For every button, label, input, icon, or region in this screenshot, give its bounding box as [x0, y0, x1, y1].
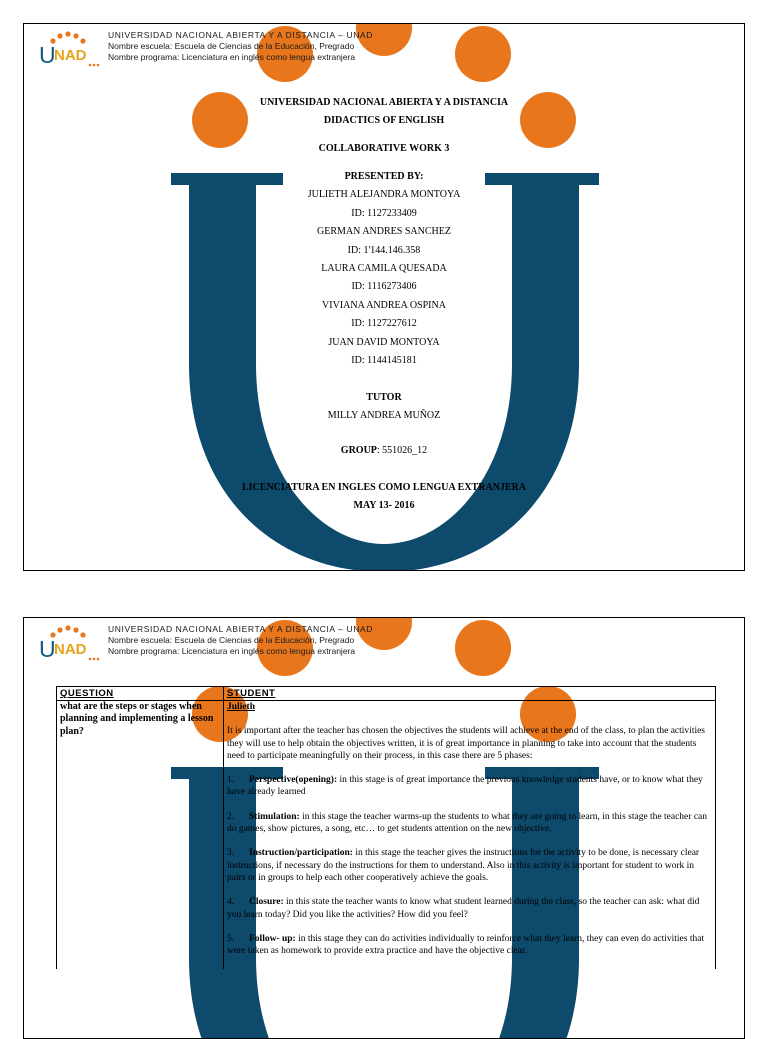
question-cell: what are the steps or stages when planning and implementing a lesson plan? [57, 701, 224, 970]
student-name: LAURA CAMILA QUESADA [321, 263, 447, 275]
student-name: Julieth [227, 702, 255, 712]
phase-title: Instruction/participation: [249, 848, 353, 859]
cover-course: DIDACTICS OF ENGLISH [323, 115, 445, 127]
watermark-dot [455, 26, 511, 82]
cover-date: MAY 13- 2016 [353, 500, 415, 512]
student-id: ID: 1127233409 [351, 207, 417, 219]
cover-page [23, 23, 745, 571]
phase-item: 1. Perspective(opening): in this stage is of great importance the previous knowledge students have, or to know what they have already learned [227, 775, 703, 798]
phase-title: Perspective(opening): [249, 775, 338, 786]
table-row [57, 701, 716, 970]
watermark-dot [455, 620, 511, 676]
phase-title: Follow- up: [249, 933, 296, 944]
cover-work: COLLABORATIVE WORK 3 [318, 143, 450, 155]
phase-text: in this state the teacher wants to know what student learned during the class, so the teacher can ask: what did you learn today? Did you like the activities? How did you feel? [227, 897, 700, 920]
student-id: ID: 1'144.146.358 [347, 244, 421, 256]
student-id: ID: 1144145181 [351, 355, 417, 367]
phase-text: in this stage the teacher gives the instructions for the activity to be done, is necessary clear instructions, if necessary do the instructions for them to understand. Also in this activity is important for student to work in pairs or in groups to help each other cooperatively achieve the goals. [227, 848, 700, 883]
student-name: JULIETH ALEJANDRA MONTOYA [307, 189, 461, 201]
tutor-label: TUTOR [366, 391, 402, 403]
content-page [23, 617, 745, 1039]
logo-u-letter: U [39, 42, 56, 68]
tutor-name: MILLY ANDREA MUÑOZ [327, 410, 441, 422]
student-name: GERMAN ANDRES SANCHEZ [317, 226, 451, 238]
phase-title: Stimulation: [249, 811, 300, 822]
header-university: UNIVERSIDAD NACIONAL ABIERTA Y A DISTANCIA – UNAD [108, 624, 373, 634]
header-program: Nombre programa: Licenciatura en inglés como lengua extranjera [108, 52, 356, 62]
phase-item: 2. Stimulation: in this stage the teacher warms-up the students to what they are going to learn, in this stage the teacher can do games, show pictures, a song, etc… to get students attention on the new objective. [227, 811, 707, 835]
student-id: ID: 1127227612 [351, 318, 417, 330]
header-program: Nombre programa: Licenciatura en inglés como lengua extranjera [108, 646, 356, 656]
phase-text: in this stage the teacher warms-up the students to what they are going to learn, in this stage the teacher can do games, show pictures, a song, etc… to get students attention on the new objective. [227, 811, 707, 835]
logo-nad-letters: NAD [54, 641, 87, 658]
cover-content [24, 94, 744, 516]
page-header [38, 624, 373, 664]
phase-item: 4. Closure: in this state the teacher wants to know what student learned during the class, so the teacher can ask: what did you learn today? Did you like the activities? How did you feel? [227, 897, 700, 920]
header-university: UNIVERSIDAD NACIONAL ABIERTA Y A DISTANCIA – UNAD [108, 30, 373, 40]
phase-item: 3. Instruction/participation: in this stage the teacher gives the instructions for the activity to be done, is necessary clear instructions, if necessary do the instructions for them to understand. Also in this activity is important for student to work in pairs or in groups to help each other cooperatively achieve the goals. [227, 848, 700, 883]
group-value: : 551026_12 [376, 445, 428, 457]
header-school: Nombre escuela: Escuela de Ciencias de la Educación, Pregrado [108, 635, 355, 645]
phase-text: in this stage is of great importance the previous knowledge students have, or to know what they have already learned [227, 775, 703, 798]
cover-university: UNIVERSIDAD NACIONAL ABIERTA Y A DISTANCIA [259, 97, 509, 108]
header-school: Nombre escuela: Escuela de Ciencias de la Educación, Pregrado [108, 41, 355, 51]
col-student: STUDENT [224, 687, 716, 701]
unad-logo [38, 30, 104, 70]
group-label: GROUP [340, 445, 377, 457]
student-name: VIVIANA ANDREA OSPINA [322, 299, 446, 311]
header-text [108, 30, 373, 63]
logo-nad-letters: NAD [54, 47, 87, 64]
table-header-row [57, 687, 716, 701]
col-question: QUESTION [57, 687, 224, 701]
phase-title: Closure: [249, 897, 284, 908]
student-id: ID: 1116273406 [351, 281, 417, 293]
group-line [24, 442, 744, 460]
phase-text: in this stage they can do activities individually to reinforce what they learn, they can even do activities that were taken as homework to provide extra practice and have the objective clear. [227, 933, 705, 957]
answer-intro: It is important after the teacher has chosen the objectives the students will achieve at the end of the class, to plan the activities they will use to help obtain the objectives written, it is of great importance in planning to take into account that the students need to participate meaningfully on their process, in this case there are 5 phases: [227, 726, 706, 761]
logo-u-letter: U [39, 636, 56, 662]
phase-item: 5. Follow- up: in this stage they can do activities individually to reinforce what they learn, they can even do activities that were taken as homework to provide extra practice and have the objective clear. [227, 933, 705, 957]
answer-cell [224, 701, 716, 970]
header-text [108, 624, 373, 657]
page-header [38, 30, 373, 70]
student-name: JUAN DAVID MONTOYA [328, 336, 440, 348]
unad-logo [38, 624, 104, 664]
cover-program: LICENCIATURA EN INGLES COMO LENGUA EXTRANJERA [241, 481, 527, 493]
cover-presented-by: PRESENTED BY: [344, 171, 424, 183]
question-table [56, 686, 716, 969]
